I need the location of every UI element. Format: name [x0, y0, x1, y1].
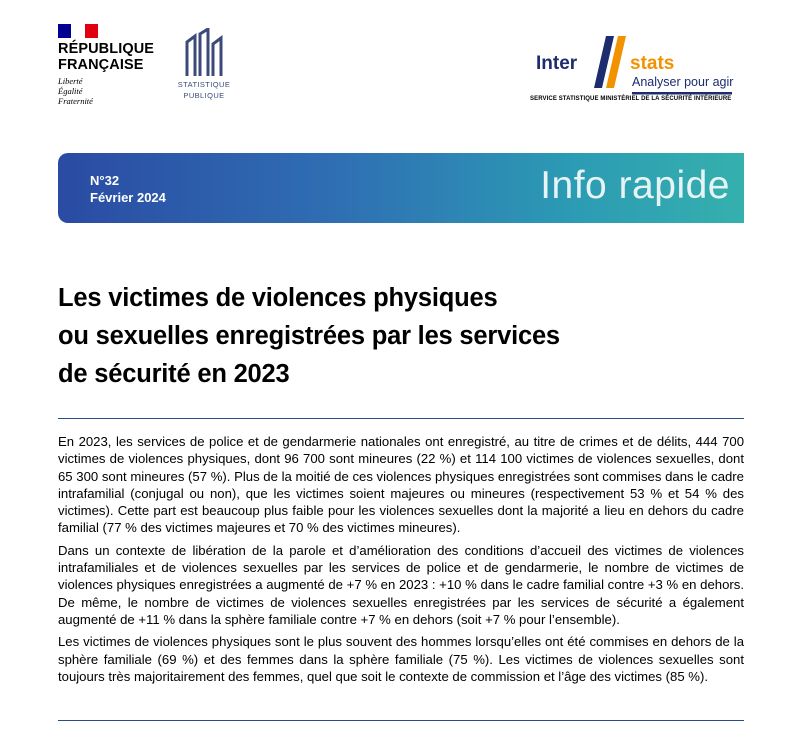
interstats-tagline: Analyser pour agir [632, 75, 734, 89]
page-title [58, 279, 698, 393]
title-line: de sécurité en 2023 [58, 360, 290, 388]
publique-line: PUBLIQUE [183, 91, 225, 100]
interstats-caption: SERVICE STATISTIQUE MINISTÉRIEL DE LA SÉCURITÉ INTÉRIEURE [530, 96, 732, 102]
republique-francaise-logo [58, 24, 168, 106]
french-flag-icon [58, 24, 98, 38]
statistique-line: STATISTIQUE [177, 80, 231, 89]
summary-paragraph: Dans un contexte de libération de la parole et d’amélioration des conditions d’accueil des victimes de violences intrafamiliales et de violences sexuelles par les services de police et de gendarmerie, le nombre de victimes de violences physiques enregistrées a augmenté de +7 % en 2023 : +10 % dans le cadre familial contre +3 % en dehors. De même, le nombre de victimes de violences sexuelles enregistrées par les services de sécurité a également augmenté de +11 % dans la sphère familiale contre +7 % en dehors (soit +7 % pour l’ensemble). [58, 542, 744, 627]
statistique-publique-icon [182, 28, 226, 78]
francaise-line: FRANÇAISE [58, 57, 144, 73]
info-rapide-banner [58, 153, 744, 223]
issue-date: Février 2024 [90, 190, 166, 205]
motto-egalite: Égalité [58, 86, 83, 96]
motto-fraternite: Fraternité [58, 96, 93, 106]
republique-motto [58, 76, 168, 106]
banner-title: Info rapide [540, 164, 730, 207]
republique-line: RÉPUBLIQUE [58, 41, 155, 57]
interstats-word-stats: stats [630, 53, 675, 74]
summary-paragraph: En 2023, les services de police et de gendarmerie nationales ont enregistré, au titre de crimes et de délits, 444 700 victimes de violences physiques, dont 96 700 sont mineures (22 %) et 114 100 victimes de violences sexuelles, dont 65 300 sont mineures (57 %). Plus de la moitié de ces violences physiques enregistrées sont commises dans le cadre intrafamilial (conjugal ou non), que les victimes soient majeures ou mineures (respectivement 53 % et 54 % des victimes). Cette part est beaucoup plus faible pour les violences sexuelles dont la majorité a lieu en dehors du cadre familial (77 % des victimes majeures et 70 % des victimes mineures). [58, 434, 744, 536]
interstats-word-inter: Inter [536, 53, 578, 74]
motto-liberte: Liberté [58, 76, 83, 86]
summary-block [58, 433, 744, 690]
statistique-publique-logo [176, 28, 232, 100]
issue-number: N°32 [90, 173, 120, 188]
title-line: ou sexuelles enregistrées par les services [58, 322, 560, 350]
summary-top-divider [58, 418, 744, 419]
summary-bottom-divider [58, 720, 744, 721]
summary-paragraph: Les victimes de violences physiques sont le plus souvent des hommes lorsqu’elles ont été commises en dehors de la sphère familiale (69 %) et des femmes dans la sphère familiale (75 %). Les victimes de violences sexuelles sont toujours très majoritairement des femmes, quel que soit le contexte de commission et l’âge des victimes (85 %). [58, 634, 744, 684]
title-line: Les victimes de violences physiques [58, 284, 498, 312]
interstats-logo [528, 32, 740, 112]
